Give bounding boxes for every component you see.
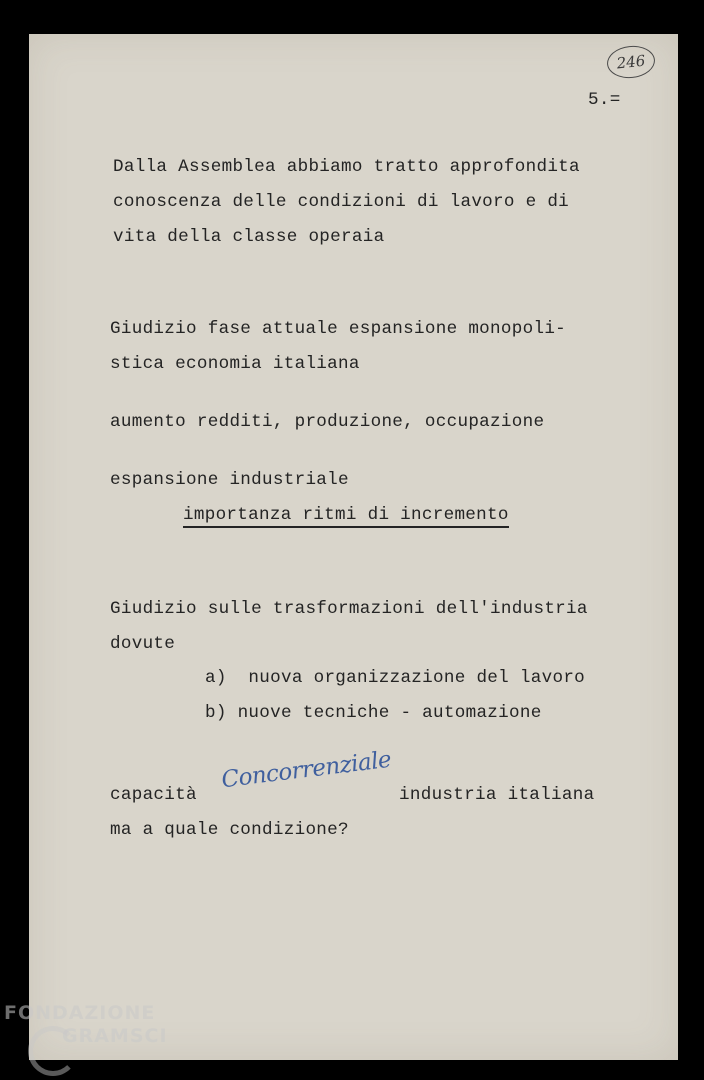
list-item-b: b) nuove tecniche - automazione [205,703,542,723]
fondazione-gramsci-watermark [4,1004,168,1046]
text-line-10: dovute [110,634,176,654]
text-line-13-start: capacità [110,785,197,805]
archive-number-stamp: 246 [605,44,656,81]
handwritten-annotation: Concorrenziale [220,746,393,794]
text-line-2: conoscenza delle condizioni di lavoro e di [113,192,570,212]
text-line-6: aumento redditi, produzione, occupazione [110,412,545,432]
watermark-line-2: GRAMSCI [62,1025,168,1047]
text-line-14: ma a quale condizione? [110,820,349,840]
text-line-3: vita della classe operaia [113,227,385,247]
page-number: 5.= [588,90,621,110]
text-line-9: Giudizio sulle trasformazioni dell'industria [110,599,588,619]
underlined-heading: importanza ritmi di incremento [183,505,509,528]
watermark-logo-icon [28,1026,78,1076]
document-page [29,34,678,1060]
text-line-5: stica economia italiana [110,354,360,374]
text-line-4: Giudizio fase attuale espansione monopoli- [110,319,567,339]
list-item-a: a) nuova organizzazione del lavoro [205,668,586,688]
text-line-13-end: industria italiana [399,785,595,805]
watermark-line-1: FONDAZIONE [4,1002,156,1024]
text-line-7: espansione industriale [110,470,349,490]
text-line-1: Dalla Assemblea abbiamo tratto approfondita [113,157,580,177]
